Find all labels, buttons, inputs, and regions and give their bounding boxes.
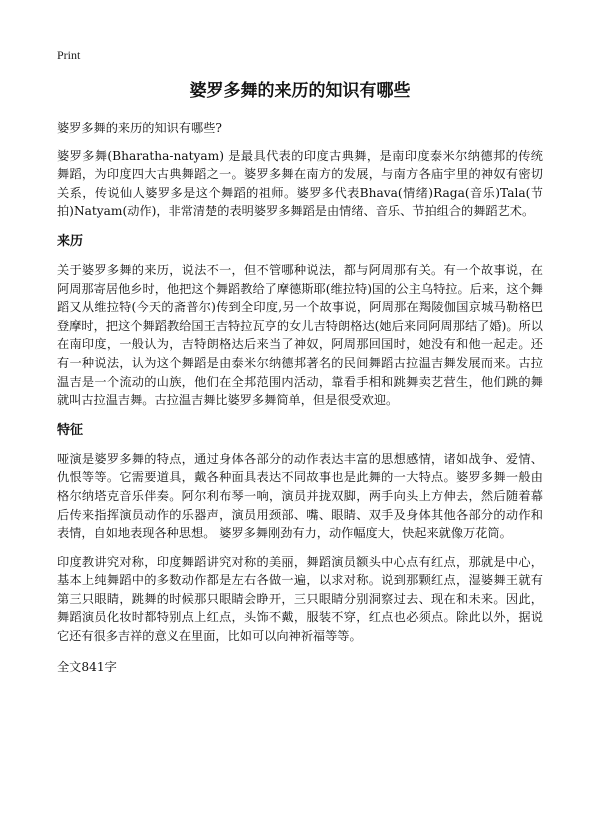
print-link[interactable]: Print [57, 48, 81, 62]
section-heading-origin: 来历 [57, 233, 84, 249]
word-count: 全文841字 [57, 659, 117, 674]
features-paragraph-2: 印度教讲究对称，印度舞蹈讲究对称的美丽，舞蹈演员额头中心点有红点，那就是中心，基本上纯舞蹈中的多数动作都是左右各做一遍，以求对称。说到那颗红点，湿婆舞王就有第三只眼睛，跳舞的时候那只眼睛会睁开，三只眼睛分别洞察过去、现在和未来。因此，舞蹈演员化妆时都特别点上红点，头饰不戴，服装不穿，红点也必须点。除此以外，据说它还有很多吉祥的意义在里面，比如可以向神祈福等等。 [57, 554, 543, 644]
origin-paragraph: 关于婆罗多舞的来历，说法不一，但不管哪种说法，都与阿周那有关。有一个故事说，在阿周那寄居他乡时，他把这个舞蹈教给了摩德斯耶(维拉特)国的公主乌特拉。后来，这个舞蹈又从维拉特(今天的斋普尔)传到全印度,另一个故事说，阿周那在羯陵伽国京城马勒格巴登摩时，把这个舞蹈教给国王吉特拉瓦亨的女儿吉特朗格达(她后来同阿周那结了婚)。所以在南印度，一般认为，吉特朗格达后来当了神奴，阿周那回国时，她没有和他一起走。还有一种说法，认为这个舞蹈是由泰米尔纳德邦著名的民间舞蹈古拉温吉舞发展而来。古拉温吉是一个流动的山族，他们在全邦范围内活动，靠看手相和跳舞卖艺营生，他们跳的舞就叫古拉温吉舞。古拉温吉舞比婆罗多舞简单，但是很受欢迎。 [57, 262, 543, 408]
page-title: 婆罗多舞的来历的知识有哪些 [189, 81, 411, 101]
section-heading-features: 特征 [57, 422, 84, 438]
features-paragraph-1: 哑演是婆罗多舞的特点，通过身体各部分的动作表达丰富的思想感情，诸如战争、爱情、仇恨等等。它需要道具，戴各种面具表达不同故事也是此舞的一大特点。婆罗多舞一般由格尔纳塔克音乐伴奏。阿尔利布琴一响，演员并拢双脚，两手向头上方伸去，然后随着幕后传来指挥演员动作的乐器声，演员用颈部、嘴、眼睛、双手及身体其他各部分的动作和表情，自如地表现各种思想。 婆罗多舞刚劲有力，动作幅度大，快起来就像万花筒。 [57, 451, 543, 541]
article-body [57, 119, 543, 686]
intro-paragraph: 婆罗多舞(Bharatha-natyam) 是最具代表的印度古典舞，是南印度泰米尔纳德邦的传统舞蹈，为印度四大古典舞蹈之一。婆罗多舞在南方的发展，与南方各庙宇里的神奴有密切关系，传说仙人婆罗多是这个舞蹈的祖师。婆罗多代表Bhava(情绪)Raga(音乐)Tala(节拍)Natyam(动作)，非常清楚的表明婆罗多舞蹈是由情绪、音乐、节拍组合的舞蹈艺术。 [57, 148, 543, 219]
article-subtitle: 婆罗多舞的来历的知识有哪些? [57, 121, 222, 135]
